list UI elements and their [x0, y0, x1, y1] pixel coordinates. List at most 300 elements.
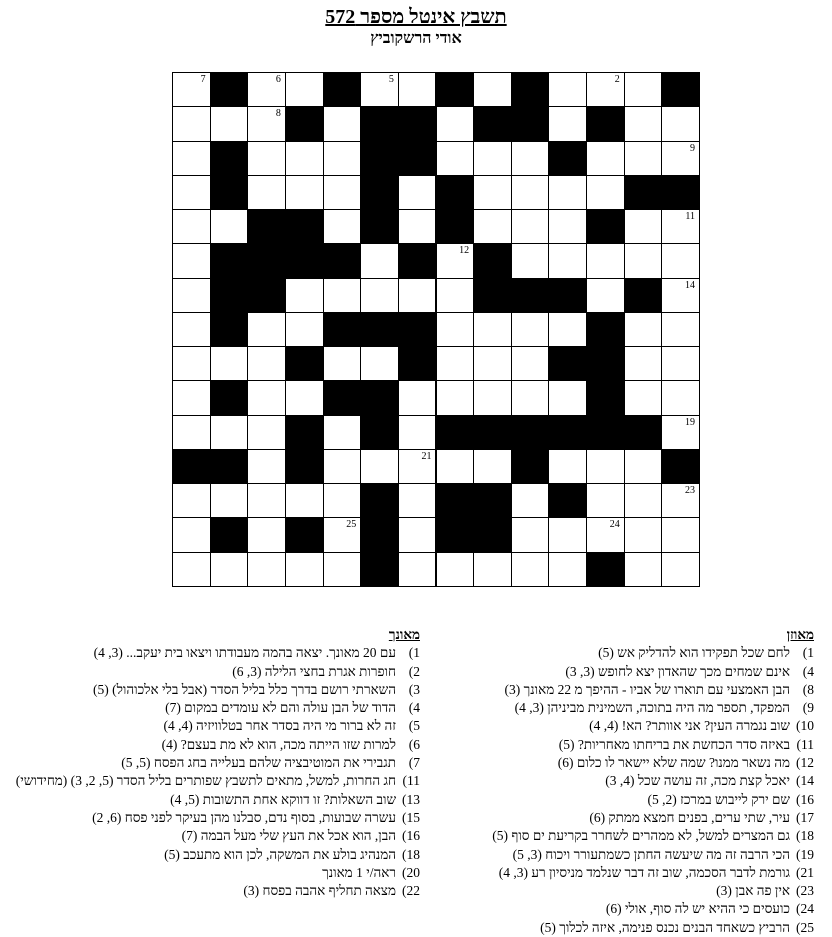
clue-text: המפקד, תספר מה היה בתוכה, השמינית מביניהן (3, 4) — [514, 700, 790, 716]
cell-number: 10 — [459, 176, 470, 188]
grid-cell[interactable] — [247, 517, 286, 552]
grid-cell[interactable] — [436, 552, 475, 587]
grid-cell-black — [285, 106, 324, 141]
grid-cell-black — [473, 483, 512, 518]
grid-cell[interactable] — [511, 346, 550, 381]
grid-cell-black — [586, 312, 625, 347]
grid-cell[interactable] — [661, 243, 700, 278]
grid-cell[interactable] — [172, 380, 211, 415]
grid-cell[interactable] — [661, 141, 700, 176]
grid-cell-black — [360, 552, 399, 587]
grid-cell[interactable] — [172, 415, 211, 450]
grid-cell-black — [285, 346, 324, 381]
clue-text: עיר, שתי ערים, בפנים חמצא ממתק (6) — [589, 809, 790, 825]
clue-text: שם ירק לייבוש במרכז (2, 5) — [647, 791, 790, 807]
grid-cell[interactable] — [172, 141, 211, 176]
grid-cell[interactable] — [661, 278, 700, 313]
cell-number: 13 — [270, 245, 281, 257]
clue-number: 21) — [796, 864, 814, 880]
grid-cell-black — [285, 209, 324, 244]
grid-cell-black — [247, 278, 286, 313]
puzzle-author: אודי הרשקוביץ — [370, 30, 462, 47]
grid-cell[interactable] — [323, 346, 362, 381]
grid-cell-black — [436, 517, 475, 552]
down-clues — [16, 626, 420, 900]
grid-cell[interactable] — [473, 449, 512, 484]
grid-cell-black — [548, 415, 587, 450]
grid-cell[interactable] — [436, 449, 475, 484]
cell-number: 3 — [539, 74, 545, 85]
grid-cell[interactable] — [548, 106, 587, 141]
across-clue — [414, 772, 814, 790]
grid-cell-black — [398, 346, 437, 381]
grid-cell-black — [210, 141, 249, 176]
grid-cell-black — [360, 175, 399, 210]
grid-cell[interactable] — [247, 346, 286, 381]
cell-number: 24 — [609, 519, 620, 531]
grid-cell[interactable] — [172, 517, 211, 552]
grid-cell[interactable] — [247, 380, 286, 415]
grid-cell[interactable] — [323, 175, 362, 210]
across-clue — [414, 736, 814, 754]
grid-cell[interactable] — [247, 449, 286, 484]
clue-text: המנהיג בולע את המשקה, לכן הוא מתעכב (5) — [164, 846, 396, 862]
down-clue — [16, 717, 420, 735]
down-clue — [16, 882, 420, 900]
clue-text: הרביץ כשאחד הבנים נכנס פנימה, איזה לכלוך (5) — [540, 919, 790, 935]
grid-cell[interactable] — [473, 380, 512, 415]
grid-cell[interactable] — [210, 415, 249, 450]
clue-number: 10) — [796, 718, 814, 734]
grid-cell[interactable] — [247, 312, 286, 347]
grid-cell[interactable] — [548, 209, 587, 244]
cell-number: 25 — [346, 519, 357, 531]
clue-number: 7) — [408, 755, 420, 771]
clue-text: שוב השאלות? זו דווקא אחת התשובות (5, 4) — [170, 791, 396, 807]
clue-number: 17) — [796, 809, 814, 825]
grid-cell[interactable] — [511, 552, 550, 587]
grid-cell[interactable] — [285, 380, 324, 415]
clue-text: חג החרות, למשל, מתאים לתשבץ שפותרים בליל הסדר (5, 2, 3) (מחידושי) — [15, 773, 396, 789]
grid-cell-black — [323, 72, 362, 107]
grid-cell-black — [323, 243, 362, 278]
cell-number: 22 — [195, 450, 206, 462]
grid-cell[interactable] — [285, 552, 324, 587]
across-clue — [414, 681, 814, 699]
grid-cell[interactable] — [398, 517, 437, 552]
grid-cell-black — [661, 72, 700, 107]
down-clue — [16, 644, 420, 662]
grid-cell[interactable] — [172, 106, 211, 141]
down-clue — [16, 864, 420, 882]
grid-cell-black — [586, 552, 625, 587]
grid-cell[interactable] — [436, 380, 475, 415]
grid-cell-black — [511, 72, 550, 107]
grid-cell-black — [586, 380, 625, 415]
grid-cell[interactable] — [661, 312, 700, 347]
grid-cell[interactable] — [360, 449, 399, 484]
grid-cell[interactable] — [548, 380, 587, 415]
grid-cell[interactable] — [511, 209, 550, 244]
clue-text: עשרה שבועות, בסוף נדם, סבלנו מהן בעיקר לפני פסח (6, 2) — [92, 809, 396, 825]
grid-cell[interactable] — [511, 243, 550, 278]
grid-cell[interactable] — [511, 380, 550, 415]
grid-cell-black — [285, 517, 324, 552]
across-clue — [414, 882, 814, 900]
grid-cell[interactable] — [398, 449, 437, 484]
grid-cell-black — [586, 346, 625, 381]
grid-cell-black — [285, 243, 324, 278]
clue-text: הבן האמצעי עם תוארו של אביו - ההיפך מ 22 מאונך (3) — [504, 681, 790, 697]
clue-text: למרות שזו הייתה מכה, הוא לא מת בעצם? (4) — [161, 736, 396, 752]
grid-cell[interactable] — [624, 106, 663, 141]
clue-number: 22) — [402, 883, 420, 899]
grid-cell[interactable] — [436, 278, 475, 313]
grid-cell[interactable] — [172, 312, 211, 347]
cell-number: 11 — [685, 211, 695, 223]
grid-cell[interactable] — [323, 278, 362, 313]
grid-cell[interactable] — [323, 552, 362, 587]
grid-cell[interactable] — [323, 106, 362, 141]
across-clue — [414, 827, 814, 845]
grid-cell-black — [586, 209, 625, 244]
grid-cell[interactable] — [210, 209, 249, 244]
across-clues — [414, 626, 814, 937]
grid-cell[interactable] — [285, 72, 324, 107]
down-clue — [16, 736, 420, 754]
across-clue — [414, 809, 814, 827]
grid-cell[interactable] — [436, 243, 475, 278]
grid-cell-black — [285, 415, 324, 450]
grid-cell-black — [661, 175, 700, 210]
grid-cell[interactable] — [436, 141, 475, 176]
cell-number: 6 — [275, 74, 281, 85]
grid-cell[interactable] — [323, 483, 362, 518]
grid-cell-black — [210, 380, 249, 415]
clue-number: 1) — [802, 645, 814, 661]
grid-cell[interactable] — [247, 552, 286, 587]
grid-cell-black — [624, 175, 663, 210]
grid-cell[interactable] — [624, 449, 663, 484]
grid-cell[interactable] — [548, 72, 587, 107]
grid-cell[interactable] — [323, 415, 362, 450]
across-header: מאוזן — [786, 627, 814, 642]
grid-cell[interactable] — [398, 552, 437, 587]
clue-text: חופרות אגרת בחצי הלילה (3, 6) — [232, 663, 396, 679]
clue-number: 19) — [796, 846, 814, 862]
clue-text: לחם שכל תפקידו הוא להדליק אש (5) — [598, 645, 790, 661]
grid-cell[interactable] — [624, 312, 663, 347]
grid-cell[interactable] — [323, 449, 362, 484]
grid-cell[interactable] — [586, 72, 625, 107]
grid-cell[interactable] — [586, 175, 625, 210]
clue-number: 24) — [796, 901, 814, 917]
grid-cell[interactable] — [661, 552, 700, 587]
down-clue — [16, 772, 420, 790]
cell-number: 1 — [689, 74, 695, 85]
grid-cell[interactable] — [586, 449, 625, 484]
grid-cell-black — [210, 278, 249, 313]
grid-cell[interactable] — [548, 243, 587, 278]
grid-cell-black — [473, 278, 512, 313]
grid-cell-black — [548, 346, 587, 381]
clue-text: כועסים כי ההיא יש לה סוף, אולי (6) — [605, 901, 790, 917]
grid-cell-black — [436, 209, 475, 244]
grid-cell[interactable] — [473, 312, 512, 347]
grid-cell-black — [473, 106, 512, 141]
grid-cell[interactable] — [511, 312, 550, 347]
grid-cell[interactable] — [210, 346, 249, 381]
grid-cell-black — [436, 483, 475, 518]
grid-cell-black — [360, 483, 399, 518]
cell-number: 19 — [684, 416, 695, 428]
grid-cell-black — [247, 209, 286, 244]
clue-text: תגבירי את המוטיבציה שלהם בעלייה בחג הפסח (5, 5) — [121, 755, 396, 771]
clue-number: 15) — [402, 809, 420, 825]
grid-cell[interactable] — [247, 175, 286, 210]
grid-cell[interactable] — [247, 106, 286, 141]
clue-number: 12) — [796, 755, 814, 771]
grid-cell[interactable] — [360, 346, 399, 381]
grid-cell[interactable] — [473, 72, 512, 107]
grid-cell-black — [548, 278, 587, 313]
clue-text: מה נשאר ממנו? שמה שלא יישאר לו כלום (6) — [557, 755, 790, 771]
grid-cell-black — [511, 106, 550, 141]
grid-cell[interactable] — [661, 517, 700, 552]
grid-cell-black — [398, 243, 437, 278]
grid-cell-black — [511, 415, 550, 450]
clue-text: הדוד של הבן עולה והם לא עומדים במקום (7) — [165, 700, 396, 716]
clue-number: 9) — [802, 700, 814, 716]
grid-cell-black — [210, 243, 249, 278]
grid-cell[interactable] — [360, 72, 399, 107]
grid-cell-black — [586, 415, 625, 450]
down-clue-list — [16, 644, 420, 900]
cell-number: 17 — [609, 348, 620, 360]
grid-cell[interactable] — [285, 312, 324, 347]
grid-cell[interactable] — [661, 483, 700, 518]
grid-cell-black — [398, 106, 437, 141]
grid-cell[interactable] — [586, 243, 625, 278]
clue-text: יאכל קצת מכה, זה עושה שכל (4, 3) — [605, 773, 790, 789]
grid-cell[interactable] — [247, 415, 286, 450]
grid-cell[interactable] — [624, 517, 663, 552]
clue-number: 1) — [408, 645, 420, 661]
grid-cell[interactable] — [398, 175, 437, 210]
clue-number: 11) — [796, 736, 814, 752]
grid-cell[interactable] — [473, 209, 512, 244]
grid-cell-black — [661, 449, 700, 484]
across-clue — [414, 644, 814, 662]
cell-number: 8 — [275, 108, 281, 120]
cell-number: 20 — [609, 416, 620, 428]
grid-cell[interactable] — [436, 312, 475, 347]
clue-number: 18) — [796, 828, 814, 844]
cell-number: 14 — [684, 279, 695, 291]
grid-cell-black — [436, 415, 475, 450]
grid-cell[interactable] — [247, 483, 286, 518]
puzzle-title: תשבץ אינטל מספר 572 — [325, 6, 507, 28]
grid-cell[interactable] — [624, 243, 663, 278]
grid-cell[interactable] — [172, 175, 211, 210]
grid-cell[interactable] — [548, 552, 587, 587]
grid-cell[interactable] — [323, 517, 362, 552]
grid-cell[interactable] — [548, 449, 587, 484]
grid-cell-black — [511, 278, 550, 313]
grid-cell-black — [210, 175, 249, 210]
clue-number: 4) — [408, 700, 420, 716]
cell-number: 7 — [200, 74, 206, 85]
grid-cell[interactable] — [661, 346, 700, 381]
grid-cell[interactable] — [323, 141, 362, 176]
grid-cell[interactable] — [172, 483, 211, 518]
clue-text: שוב נגמרה העין? אני אוותר? הא! (4, 4) — [589, 718, 790, 734]
across-clue — [414, 919, 814, 937]
grid-cell[interactable] — [624, 141, 663, 176]
grid-cell-black — [398, 312, 437, 347]
clue-number: 20) — [402, 864, 420, 880]
grid-cell[interactable] — [172, 209, 211, 244]
grid-cell[interactable] — [398, 278, 437, 313]
cell-number: 12 — [459, 245, 470, 257]
grid-cell[interactable] — [511, 517, 550, 552]
grid-cell[interactable] — [285, 278, 324, 313]
grid-cell[interactable] — [661, 106, 700, 141]
grid-cell[interactable] — [511, 483, 550, 518]
grid-cell[interactable] — [473, 346, 512, 381]
grid-cell[interactable] — [398, 209, 437, 244]
clue-number: 16) — [402, 828, 420, 844]
clue-number: 16) — [796, 791, 814, 807]
grid-cell[interactable] — [210, 483, 249, 518]
clue-number: 2) — [408, 663, 420, 679]
grid-cell-black — [360, 141, 399, 176]
across-clue — [414, 699, 814, 717]
grid-cell-black — [247, 243, 286, 278]
grid-cell-black — [398, 141, 437, 176]
grid-cell-black — [360, 209, 399, 244]
grid-cell-black — [624, 278, 663, 313]
grid-cell-black — [624, 415, 663, 450]
grid-cell[interactable] — [624, 552, 663, 587]
grid-cell[interactable] — [586, 141, 625, 176]
down-header: מאונך — [388, 627, 420, 642]
grid-cell[interactable] — [473, 141, 512, 176]
clue-number: 6) — [408, 736, 420, 752]
cell-number: 5 — [388, 74, 394, 85]
grid-cell-black — [323, 380, 362, 415]
grid-cell-black — [210, 449, 249, 484]
grid-cell[interactable] — [285, 483, 324, 518]
clue-number: 25) — [796, 919, 814, 935]
cell-number: 16 — [421, 313, 432, 325]
grid-cell[interactable] — [624, 72, 663, 107]
grid-cell[interactable] — [473, 552, 512, 587]
grid-cell[interactable] — [247, 141, 286, 176]
grid-cell-black — [360, 380, 399, 415]
clue-text: ראה/י 1 מאונך — [322, 864, 396, 880]
down-clue — [16, 663, 420, 681]
grid-cell[interactable] — [511, 175, 550, 210]
grid-cell[interactable] — [398, 483, 437, 518]
grid-cell[interactable] — [210, 552, 249, 587]
down-clue — [16, 791, 420, 809]
grid-cell[interactable] — [661, 380, 700, 415]
grid-cell[interactable] — [511, 141, 550, 176]
grid-cell[interactable] — [624, 483, 663, 518]
grid-cell[interactable] — [548, 517, 587, 552]
grid-cell-black — [172, 449, 211, 484]
grid-cell[interactable] — [661, 415, 700, 450]
cell-number: 4 — [464, 74, 470, 85]
clue-text: אין פה אבן (3) — [716, 883, 790, 899]
down-clue — [16, 754, 420, 772]
grid-cell-black — [436, 72, 475, 107]
grid-cell[interactable] — [172, 278, 211, 313]
grid-cell[interactable] — [172, 72, 211, 107]
grid-cell-black — [210, 517, 249, 552]
grid-cell[interactable] — [624, 346, 663, 381]
grid-cell[interactable] — [473, 175, 512, 210]
down-clue — [16, 827, 420, 845]
grid-cell[interactable] — [360, 278, 399, 313]
grid-cell[interactable] — [398, 72, 437, 107]
clue-text: השארתי רושם בדרך כלל בליל הסדר (אבל בלי אלכוהול) (5) — [92, 681, 396, 697]
grid-cell-black — [473, 517, 512, 552]
grid-cell-black — [511, 449, 550, 484]
grid-cell-black — [323, 312, 362, 347]
grid-cell[interactable] — [436, 106, 475, 141]
clue-number: 4) — [802, 663, 814, 679]
clue-number: 18) — [402, 846, 420, 862]
clue-number: 3) — [408, 681, 420, 697]
clue-text: הבן, הוא אכל את העץ שלי מעל הבמה (7) — [181, 828, 396, 844]
grid-cell-black — [360, 415, 399, 450]
grid-cell[interactable] — [172, 552, 211, 587]
grid-cell[interactable] — [323, 209, 362, 244]
grid-cell[interactable] — [398, 380, 437, 415]
grid-cell[interactable] — [586, 483, 625, 518]
grid-cell[interactable] — [285, 175, 324, 210]
crossword-grid — [172, 72, 699, 586]
grid-cell[interactable] — [548, 175, 587, 210]
grid-cell[interactable] — [285, 141, 324, 176]
grid-cell[interactable] — [624, 380, 663, 415]
grid-cell[interactable] — [360, 243, 399, 278]
cell-number: 15 — [496, 279, 507, 291]
down-clue — [16, 699, 420, 717]
grid-cell[interactable] — [548, 312, 587, 347]
grid-cell[interactable] — [172, 346, 211, 381]
clue-text: מצאה תחליף אהבה בפסח (3) — [243, 883, 396, 899]
grid-cell-black — [548, 141, 587, 176]
grid-cell[interactable] — [172, 243, 211, 278]
grid-cell[interactable] — [661, 209, 700, 244]
across-clue — [414, 663, 814, 681]
grid-cell[interactable] — [398, 415, 437, 450]
grid-cell[interactable] — [624, 209, 663, 244]
across-clue — [414, 791, 814, 809]
grid-cell-black — [473, 243, 512, 278]
clue-text: גם המצרים למשל, לא ממהרים לשחרר בקריעת ים סוף (5) — [492, 828, 790, 844]
grid-cell[interactable] — [436, 346, 475, 381]
grid-cell[interactable] — [210, 106, 249, 141]
clue-text: זה לא ברור מי היה בסדר אחר בטלוויזיה (4, 4) — [163, 718, 396, 734]
grid-cell[interactable] — [247, 72, 286, 107]
grid-cell[interactable] — [586, 278, 625, 313]
grid-cell[interactable] — [586, 517, 625, 552]
grid-cell-black — [210, 312, 249, 347]
